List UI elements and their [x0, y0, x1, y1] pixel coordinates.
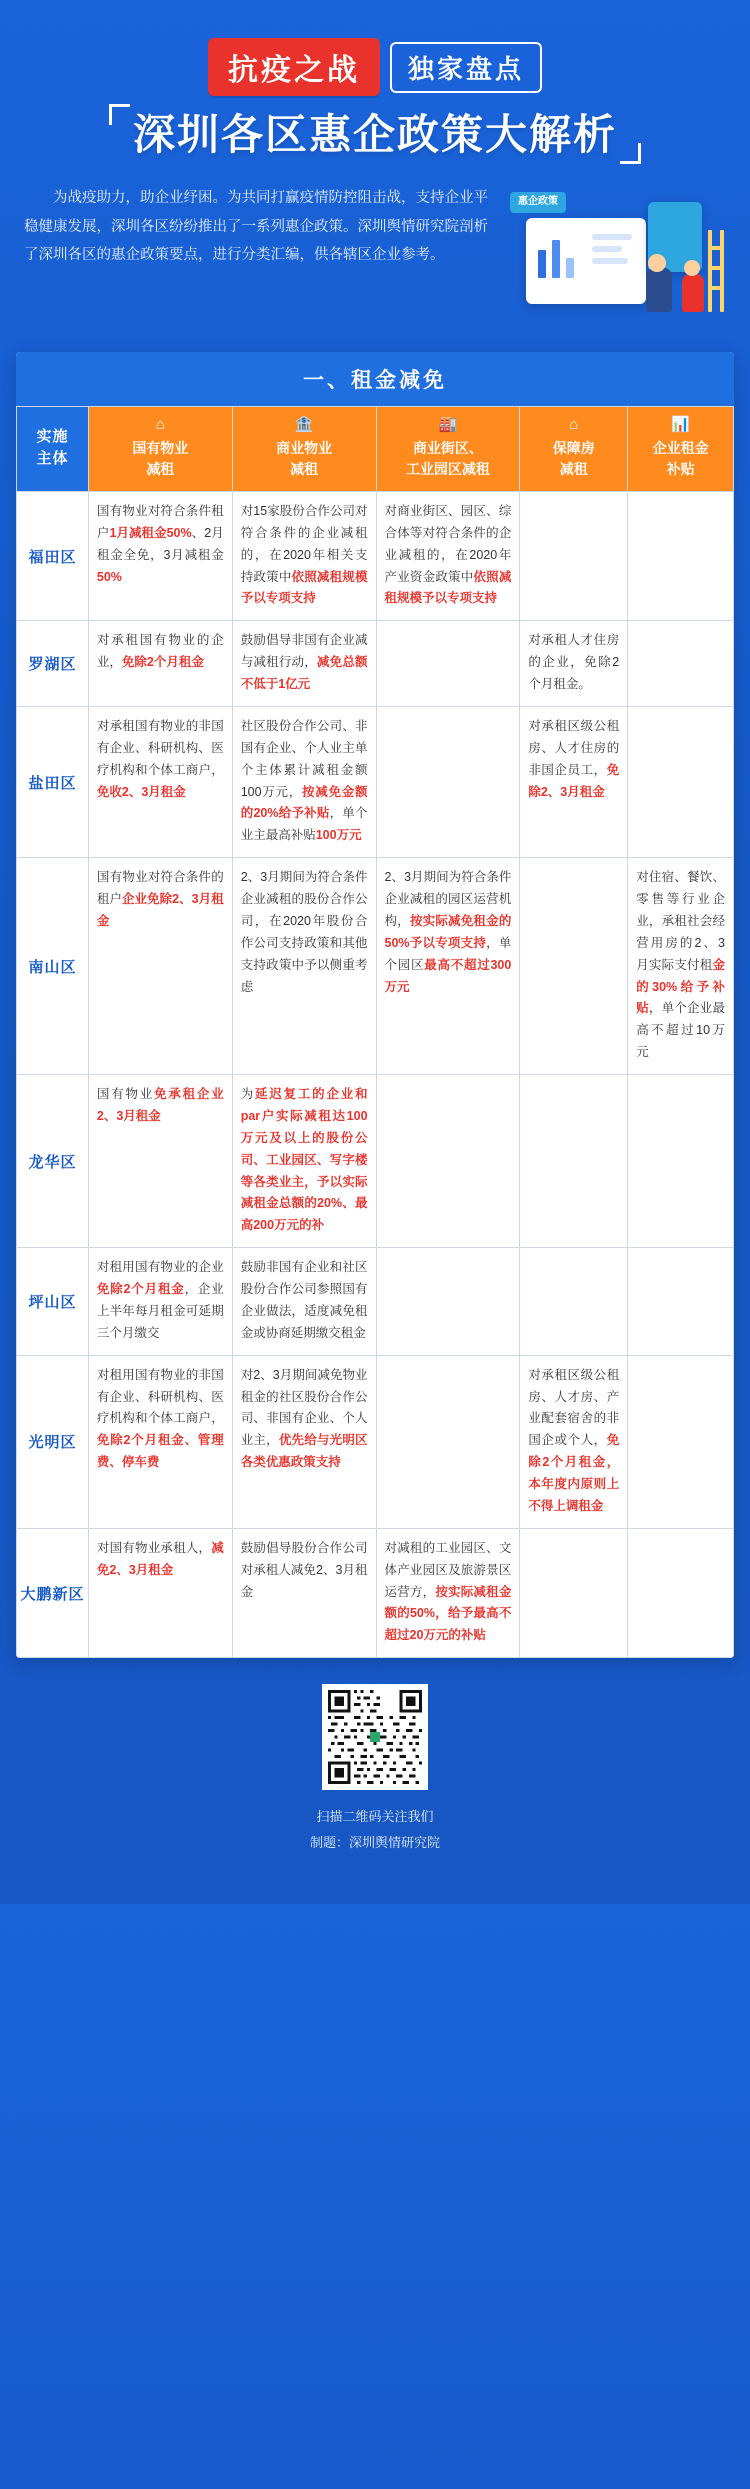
badge-exclusive: 独家盘点 — [390, 42, 542, 93]
illustration-ladder-step — [708, 246, 724, 250]
policy-table-card — [16, 352, 734, 1658]
illustration-line — [592, 246, 622, 252]
policy-cell — [376, 1075, 520, 1248]
policy-cell — [88, 491, 232, 620]
illustration-bar — [552, 240, 560, 278]
policy-highlight: 减免2、3月租金 — [96, 1540, 224, 1577]
policy-cell — [520, 1075, 628, 1248]
policy-text: 国有物业对符合条件租户 — [96, 503, 224, 540]
table-row — [17, 1075, 734, 1248]
intro-section — [0, 170, 750, 352]
policy-cell — [88, 1248, 232, 1356]
policy-cell — [520, 1528, 628, 1657]
policy-text: 对承租人才住房的企业，免除2个月租金。 — [528, 633, 620, 692]
policy-highlight: 最高不超过300万元 — [384, 957, 512, 994]
table-row — [17, 621, 734, 707]
hero-illustration — [496, 184, 726, 334]
table-header-label: 企业租金 补贴 — [652, 440, 709, 477]
district-name: 坪山区 — [17, 1248, 89, 1356]
policy-text: 2、3月期间为符合条件企业减租的股份合作公司，在2020年股份合作公司支持政策和其他支持政策中予以侧重考虑 — [240, 870, 368, 994]
page-header — [0, 0, 750, 170]
policy-highlight: 免除2个月租金 — [96, 1282, 185, 1297]
policy-highlight: 依照减租规模予以专项支持 — [240, 569, 368, 606]
policy-text: 社区股份合作公司、非国有企业、个人业主单个主体累计减租金额100万元， — [240, 718, 368, 799]
policy-cell — [628, 706, 734, 857]
table-head — [17, 407, 734, 492]
policy-highlight: 免承租企业2、3月租金 — [96, 1087, 224, 1123]
policy-cell — [376, 1528, 520, 1657]
policy-text: 对承租国有物业的企业， — [96, 633, 224, 670]
table-row — [17, 706, 734, 857]
table-row — [17, 1355, 734, 1528]
table-header-cell-1 — [88, 407, 232, 492]
policy-text: 对减租的工业园区、文体产业园区及旅游景区运营方， — [384, 1540, 512, 1599]
policy-text: 鼓励倡导股份合作公司对承租人减免2、3月租金 — [240, 1540, 368, 1599]
policy-highlight: 免除2、3月租金 — [528, 762, 620, 799]
policy-cell — [232, 1248, 376, 1356]
page-title: 深圳各区惠企政策大解析 — [132, 111, 617, 158]
section-title: 一、租金减免 — [16, 352, 734, 406]
qr-code[interactable] — [322, 1684, 428, 1790]
policy-cell — [628, 1355, 734, 1528]
table-header-row — [17, 407, 734, 492]
policy-highlight: 按减免金额的20%给予补贴 — [240, 784, 368, 821]
policy-cell — [520, 858, 628, 1075]
policy-highlight: 按实际减免租金的50%予以专项支持 — [384, 913, 512, 950]
table-header-label: 国有物业 减租 — [132, 440, 189, 477]
illustration-person — [682, 274, 704, 312]
policy-text: 、2月租金全免，3月减租金 — [96, 525, 224, 562]
policy-cell — [628, 1248, 734, 1356]
title-wrap — [109, 110, 641, 160]
policy-cell — [232, 1528, 376, 1657]
policy-cell — [88, 1355, 232, 1528]
chart-icon: 📊 — [671, 416, 690, 434]
policy-highlight: 金的30%给予补贴 — [636, 957, 725, 1016]
policy-cell — [628, 1528, 734, 1657]
policy-text: ，单个企业最高不超过10万元 — [636, 1001, 725, 1060]
policy-highlight: 免除2个月租金、管理费、停车费 — [96, 1433, 224, 1470]
district-name: 南山区 — [17, 858, 89, 1075]
district-name: 龙华区 — [17, 1075, 89, 1248]
table-header-label: 保障房 减租 — [552, 440, 595, 477]
table-row — [17, 858, 734, 1075]
policy-text: 对租用国有物业的非国有企业、科研机构、医疗机构和个体工商户， — [96, 1367, 224, 1426]
table-header-cell-5 — [628, 407, 734, 492]
policy-highlight: 50% — [96, 569, 122, 584]
policy-cell — [520, 491, 628, 620]
policy-cell — [88, 858, 232, 1075]
home-icon: ⌂ — [155, 416, 165, 434]
policy-cell — [232, 858, 376, 1075]
header-badges — [0, 38, 750, 96]
district-name: 光明区 — [17, 1355, 89, 1528]
illustration-ladder-step — [708, 266, 724, 270]
policy-highlight: 依照减租规模予以专项支持 — [384, 569, 512, 606]
policy-cell — [376, 706, 520, 857]
qr-code-image — [328, 1690, 422, 1784]
shop-icon: 🏦 — [294, 416, 314, 434]
policy-text: ，企业上半年每月租金可延期三个月缴交 — [96, 1282, 224, 1340]
policy-text: 对住宿、餐饮、零售等行业企业，承租社会经营用房的2、3月实际支付租 — [636, 870, 725, 972]
policy-highlight: 减免总额不低于1亿元 — [240, 655, 368, 692]
policy-cell — [376, 491, 520, 620]
illustration-bar — [566, 258, 574, 278]
illustration-ladder-step — [708, 286, 724, 290]
policy-text: 对承租区级公租房、人才房、产业配套宿舍的非国企或个人， — [528, 1367, 620, 1448]
policy-text: 国有物业对符合条件的租户 — [96, 870, 224, 907]
page-footer — [0, 1658, 750, 1864]
table-header-cell-0 — [17, 407, 89, 492]
policy-cell — [232, 1075, 376, 1248]
table-header-cell-4 — [520, 407, 628, 492]
policy-cell — [232, 1355, 376, 1528]
policy-text: 对商业街区、园区、综合体等对符合条件的企业减租的，在2020年产业资金政策中 — [384, 503, 512, 584]
illustration-ladder — [720, 230, 724, 312]
policy-text: 为 — [240, 1087, 256, 1102]
house-icon: ⌂ — [569, 416, 579, 434]
policy-text: 对2、3月期间减免物业租金的社区股份合作公司、非国有企业、个人业主， — [240, 1367, 368, 1448]
corner-bracket-top-left-icon — [109, 104, 130, 125]
policy-cell — [628, 491, 734, 620]
policy-highlight: 免收2、3月租金 — [96, 784, 186, 799]
policy-cell — [628, 858, 734, 1075]
illustration-line — [592, 258, 628, 264]
policy-cell — [232, 491, 376, 620]
factory-icon: 🏭 — [438, 416, 458, 434]
table-row — [17, 1248, 734, 1356]
policy-cell — [520, 621, 628, 707]
policy-text: ，单个园区 — [384, 935, 512, 972]
policy-cell — [628, 1075, 734, 1248]
policy-text: 鼓励倡导非国有企业减与减租行动， — [240, 633, 368, 670]
illustration-line — [592, 234, 632, 240]
policy-cell — [88, 621, 232, 707]
policy-text: 对承租国有物业的非国有企业、科研机构、医疗机构和个体工商户， — [96, 718, 224, 777]
policy-cell — [376, 1355, 520, 1528]
policy-highlight: 优先给与光明区各类优惠政策支持 — [240, 1433, 368, 1470]
district-name: 罗湖区 — [17, 621, 89, 707]
policy-highlight: 延迟复工的企业和par户实际减租达100万元及以上的股份公司、工业园区、写字楼等各类业主，予以实际减租金总额的20%、最高200万元的补 — [240, 1087, 368, 1233]
policy-highlight: 100万元 — [315, 828, 362, 843]
table-row — [17, 1528, 734, 1657]
table-header-cell-2 — [232, 407, 376, 492]
policy-cell — [376, 858, 520, 1075]
policy-cell — [520, 706, 628, 857]
table-row — [17, 491, 734, 620]
policy-cell — [628, 621, 734, 707]
policy-cell — [520, 1248, 628, 1356]
table-header-label: 实施 主体 — [36, 428, 69, 468]
policy-cell — [232, 621, 376, 707]
policy-highlight: 按实际减租金额的50%，给予最高不超过20万元的补贴 — [384, 1584, 512, 1643]
policy-cell — [88, 1075, 232, 1248]
table-header-label: 商业物业 减租 — [276, 440, 333, 477]
footer-scan-text: 扫描二维码关注我们 — [316, 1809, 434, 1825]
illustration-person — [646, 268, 672, 312]
illustration-bar — [538, 250, 546, 278]
district-name: 盐田区 — [17, 706, 89, 857]
intro-paragraph: 为战疫助力，助企业纾困。为共同打赢疫情防控阻击战，支持企业平稳健康发展，深圳各区纷纷推出了一系列惠企政策。深圳舆情研究院剖析了深圳各区的惠企政策要点，进行分类汇编，供各辖区企业参考。 — [24, 190, 488, 263]
table-header-cell-3 — [376, 407, 520, 492]
policy-text: 对国有物业承租人， — [96, 1540, 212, 1555]
district-name: 福田区 — [17, 491, 89, 620]
policy-text: 2、3月期间为符合条件企业减租的园区运营机构， — [384, 870, 512, 928]
policy-text: 对15家股份合作公司对符合条件的企业减租的，在2020年相关支持政策中 — [240, 503, 368, 584]
policy-highlight: 免除2个月租金，本年度内原则上不得上调租金 — [528, 1433, 620, 1513]
table-header-label: 商业街区、 工业园区减租 — [405, 440, 490, 477]
footer-credit: 制题：深圳舆情研究院 — [309, 1835, 440, 1851]
policy-text: ，单个业主最高补贴 — [240, 806, 368, 843]
policy-highlight: 免除2个月租金 — [121, 655, 204, 670]
policy-text: 国有物业 — [96, 1087, 155, 1102]
policy-highlight: 企业免除2、3月租金 — [96, 892, 224, 928]
policy-text: 鼓励非国有企业和社区股份合作公司参照国有企业做法，适度减免租金或协商延期缴交租金 — [240, 1260, 368, 1340]
policy-cell — [376, 621, 520, 707]
policy-cell — [232, 706, 376, 857]
table-body — [17, 491, 734, 1657]
illustration-policy-badge: 惠企政策 — [510, 192, 566, 213]
badge-campaign: 抗疫之战 — [208, 38, 380, 96]
policy-cell — [520, 1355, 628, 1528]
policy-text: 对承租区级公租房、人才住房的非国企员工， — [528, 718, 620, 777]
policy-cell — [88, 706, 232, 857]
corner-bracket-bottom-right-icon — [620, 143, 641, 164]
district-name: 大鹏新区 — [17, 1528, 89, 1657]
policy-cell — [88, 1528, 232, 1657]
illustration-ladder — [708, 230, 712, 312]
policy-highlight: 1月减租金50% — [109, 525, 192, 540]
policy-cell — [376, 1248, 520, 1356]
policy-text: 对租用国有物业的企业 — [96, 1260, 224, 1275]
policy-table — [16, 406, 734, 1658]
